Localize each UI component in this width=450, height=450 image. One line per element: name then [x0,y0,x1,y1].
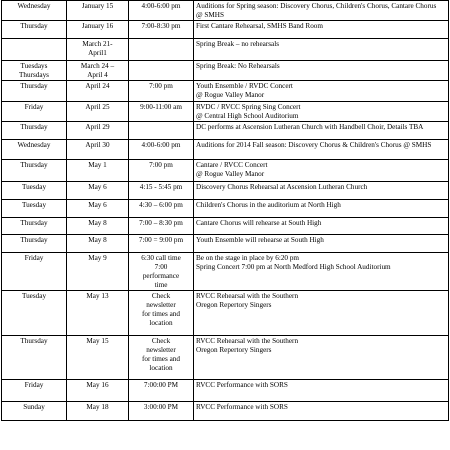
time-text: location [149,364,173,372]
day-text: Sunday [23,403,45,411]
date-cell [67,218,129,235]
date-text: January 16 [81,22,114,30]
schedule-row [2,140,449,160]
event-text: Youth Ensemble / RVDC Concert [196,82,293,90]
time-text: 7:00:00 PM [143,381,179,389]
day-text: Friday [24,254,44,262]
event-text: Auditions for 2014 Fall season: Discovery Chorus & Children's Chorus @ SMHS [196,141,432,149]
event-cell [194,200,449,218]
schedule-row [2,336,449,380]
event-cell [194,253,449,291]
event-text: @ Rogue Valley Manor [196,91,265,99]
time-text: 9:00-11:00 am [140,103,182,111]
event-text: @ Rogue Valley Manor [196,170,265,178]
date-cell [67,81,129,102]
time-text: 4:15 - 5:45 pm [139,183,183,191]
time-cell [129,81,194,102]
event-text: Children's Chorus in the auditorium at North High [196,201,341,209]
date-cell [67,39,129,61]
date-cell [67,253,129,291]
day-text: Tuesday [21,183,47,191]
event-text: Auditions for Spring season: Discovery Chorus, Children's Chorus, Cantare Chorus [196,2,437,10]
date-text: May 6 [88,201,107,209]
event-cell [194,402,449,421]
day-cell [2,122,67,140]
event-cell [194,291,449,336]
time-text: 6:30 call time [141,254,181,262]
event-text: DC performs at Ascension Lutheran Church with Handbell Choir, Details TBA [196,123,424,131]
event-cell [194,218,449,235]
time-cell [129,253,194,291]
day-cell [2,200,67,218]
time-cell [129,291,194,336]
schedule-row [2,1,449,21]
date-text: May 18 [86,403,109,411]
time-cell [129,235,194,253]
date-text: April1 [88,49,107,57]
time-text: 7:00 = 9:00 pm [138,236,184,244]
schedule-row [2,102,449,122]
time-cell [129,1,194,21]
day-cell [2,102,67,122]
day-text: Thursdays [19,71,49,79]
event-text: RVCC Performance with SORS [196,381,288,389]
time-cell [129,122,194,140]
event-text: First Cantare Rehearsal, SMHS Band Room [196,22,323,30]
day-text: Tuesdays [20,62,48,70]
time-text: performance [142,272,180,280]
day-cell [2,21,67,39]
time-cell [129,200,194,218]
schedule-row [2,380,449,402]
date-cell [67,21,129,39]
event-cell [194,61,449,81]
time-cell [129,402,194,421]
time-text: Check [151,337,171,345]
time-text: 4:00-6:00 pm [141,141,181,149]
schedule-row [2,61,449,81]
time-text: 4:30 – 6:00 pm [139,201,183,209]
date-cell [67,1,129,21]
date-cell [67,122,129,140]
date-cell [67,182,129,200]
event-text: @ Central High School Auditorium [196,112,299,120]
time-cell [129,39,194,61]
event-cell [194,336,449,380]
event-text: RVCC Performance with SORS [196,403,288,411]
event-text: Oregon Repertory Singers [196,346,272,354]
day-text: Thursday [20,236,48,244]
time-text: 7:00 pm [149,161,173,169]
time-cell [129,61,194,81]
time-text: newsletter [146,301,176,309]
event-text: Youth Ensemble will rehearse at South High [196,236,324,244]
schedule-row [2,160,449,182]
time-text: for times and [142,355,180,363]
day-cell [2,253,67,291]
day-cell [2,81,67,102]
day-cell [2,182,67,200]
schedule-row [2,81,449,102]
schedule-row [2,291,449,336]
date-text: April 30 [85,141,110,149]
schedule-row [2,218,449,235]
event-text: Be on the stage in place by 6:20 pm [196,254,299,262]
schedule-row [2,39,449,61]
time-text: Check [151,292,171,300]
date-text: May 6 [88,183,107,191]
date-cell [67,402,129,421]
day-cell [2,61,67,81]
day-text: Thursday [20,337,48,345]
day-text: Wednesday [17,2,51,10]
event-cell [194,39,449,61]
schedule-table [1,0,449,421]
event-cell [194,160,449,182]
event-cell [194,81,449,102]
date-text: May 9 [88,254,107,262]
event-text: Cantare Chorus will rehearse at South High [196,219,322,227]
time-text: 4:00-6:00 pm [141,2,181,10]
event-text: RVDC / RVCC Spring Sing Concert [196,103,301,111]
day-text: Thursday [20,82,48,90]
event-cell [194,182,449,200]
event-text: RVCC Rehearsal with the Southern [196,292,299,300]
date-text: May 16 [86,381,109,389]
day-cell [2,402,67,421]
event-text: Oregon Repertory Singers [196,301,272,309]
date-text: April 29 [85,123,110,131]
event-cell [194,140,449,160]
event-cell [194,122,449,140]
date-cell [67,235,129,253]
date-text: March 24 – [80,62,115,70]
day-cell [2,291,67,336]
time-cell [129,380,194,402]
day-cell [2,160,67,182]
schedule-row [2,122,449,140]
date-text: April 4 [87,71,108,79]
schedule-row [2,200,449,218]
date-text: January 15 [81,2,114,10]
event-text: Cantare / RVCC Concert [196,161,268,169]
day-cell [2,1,67,21]
day-text: Thursday [20,219,48,227]
date-text: May 8 [88,219,107,227]
day-text: Thursday [20,161,48,169]
schedule-body [2,1,449,421]
time-cell [129,21,194,39]
time-cell [129,102,194,122]
day-text: Friday [24,103,44,111]
event-cell [194,235,449,253]
day-cell [2,140,67,160]
time-text: time [154,281,168,289]
time-text: 7:00 [154,263,168,271]
event-text: @ SMHS [196,11,224,19]
time-cell [129,140,194,160]
time-text: for times and [142,310,180,318]
event-cell [194,21,449,39]
schedule-row [2,182,449,200]
date-cell [67,336,129,380]
time-text: 7:00 pm [149,82,173,90]
date-text: May 1 [88,161,107,169]
event-text: Spring Concert 7:00 pm at North Medford High School Auditorium [196,263,391,271]
date-cell [67,160,129,182]
time-text: 7:00 – 8:30 pm [139,219,183,227]
event-text: Spring Break – no rehearsals [196,40,280,48]
date-text: April 25 [85,103,110,111]
schedule-row [2,253,449,291]
day-cell [2,235,67,253]
event-cell [194,102,449,122]
date-text: May 15 [86,337,109,345]
day-cell [2,218,67,235]
time-text: location [149,319,173,327]
event-cell [194,1,449,21]
day-text: Friday [24,381,44,389]
event-cell [194,380,449,402]
time-text: newsletter [146,346,176,354]
time-cell [129,336,194,380]
day-cell [2,380,67,402]
schedule-row [2,21,449,39]
date-cell [67,140,129,160]
time-text: 3:00:00 PM [143,403,179,411]
day-text: Tuesday [21,292,47,300]
day-text: Tuesday [21,201,47,209]
date-text: April 24 [85,82,110,90]
date-cell [67,200,129,218]
event-text: Discovery Chorus Rehearsal at Ascension Lutheran Church [196,183,368,191]
date-cell [67,380,129,402]
day-text: Wednesday [17,141,51,149]
day-text: Thursday [20,123,48,131]
date-cell [67,102,129,122]
schedule-row [2,402,449,421]
time-cell [129,160,194,182]
day-cell [2,39,67,61]
date-cell [67,291,129,336]
schedule-row [2,235,449,253]
day-text: Thursday [20,22,48,30]
date-text: May 8 [88,236,107,244]
time-text: 7:00-8:30 pm [141,22,181,30]
time-cell [129,182,194,200]
event-text: RVCC Rehearsal with the Southern [196,337,299,345]
date-text: March 21- [82,40,113,48]
date-text: May 13 [86,292,109,300]
time-cell [129,218,194,235]
event-text: Spring Break: No Rehearsals [196,62,280,70]
day-cell [2,336,67,380]
date-cell [67,61,129,81]
